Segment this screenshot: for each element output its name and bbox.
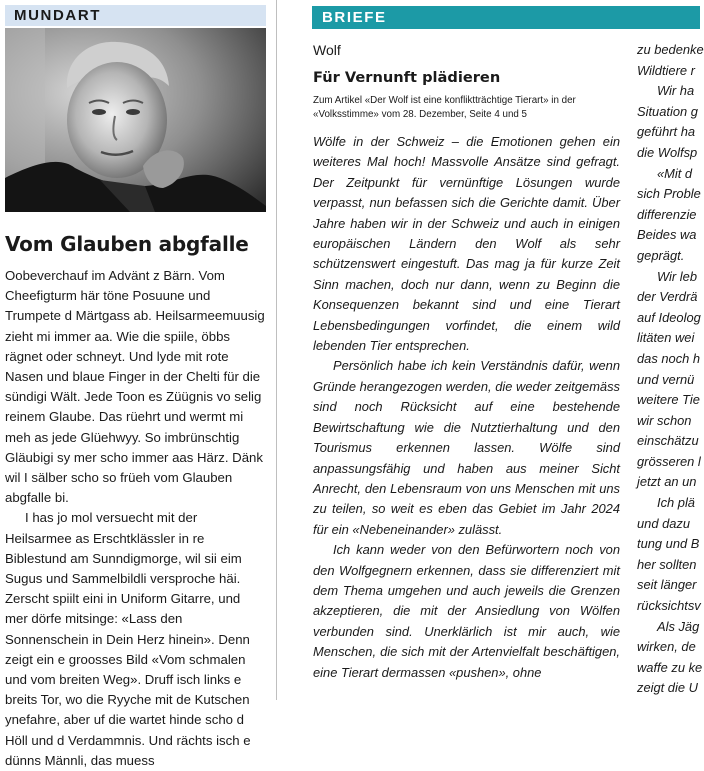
continuation-line: einschätzu [637,433,699,449]
letter-topic: Wolf [313,42,341,58]
continuation-line: die Wolfsp [637,144,698,160]
continuation-line: jetzt an un [637,474,697,490]
letter-headline: Für Vernunft plädieren [313,69,501,86]
letter-reference: Zum Artikel «Der Wolf ist eine konfliktträchtige Tierart» in der «Volksstimme» vom 28. Dezember, Seite 4 und 5 [313,95,576,120]
mundart-paragraph: I has jo mol versuecht mit der Heilsarmee as Erschtklässler in re Biblestund am Sunndigmorge, wil sii eim Sugus und Sammelbildli versproche häi. Zerscht spiilt eini in Uniform Gitarre, und mer dörfe mitsinge: «Lass den Sonnenschein in Dein Herz hinein». Denn zeigt ein e groosses Bild «Vom schmalen und vom breiten Weg». Druff isch links e breits Tor, wo die Ryyche mit de Kutschen ynefahre, aber uf die wartet hinde scho d Höll und d Verdammnis. Und rächts isch e dünns Männli, das muess [5,510,251,768]
continuation-line: geführt ha [637,124,696,140]
continuation-line: und dazu [637,515,691,531]
letter-paragraph: Ich kann weder von den Befürwortern noch von den Wolfgegnern erkennen, dass sie differenziert mit dem Thema umgehen und auch jeweils die Grenzen akzeptieren, die mit der Ansiedlung von Wölfen verbunden sind. Unerklärlich ist mir auch, wie Menschen, die sich mit der Artenvielfalt beschäftigen, eine Tierart dermassen «pushen», ohne [313,542,620,680]
continuation-line: wirken, de [637,639,696,655]
letter-paragraph: Wölfe in der Schweiz – die Emotionen gehen ein weiteres Mal hoch! Massvolle Ansätze sind gefragt. Der Zeitpunkt für vernünftige Lösungen wurde verpasst, nun befassen sich die Gerichte damit. Über Jahre haben wir in der Schweiz und auch in einigen europäischen Ländern den Wolf als sehr schützenswert eingestuft. Das mag ja für kurze Zeit Sinn machen, doch nur dann, wenn zu Beginn die Konsequenzen bekannt sind und eine Tierart Lebensbedingungen vorfindet, die einem wild lebenden Tier entsprechen. [313,134,620,354]
continuation-line: das noch h [637,350,701,366]
continuation-line: der Verdrä [637,289,698,305]
column-divider [276,0,277,700]
portrait-illustration [5,28,266,212]
letter-column [313,40,620,683]
letter-paragraph: Persönlich habe ich kein Verständnis dafür, wenn Gründe herangezogen werden, die weder zeitgemäss sind noch Rücksicht auf eine bestehende Bewirtschaftung wie die Nutztierhaltung und den Tourismus erkennen lassen. Wölfe sind anpassungsfähig und haben aus meiner Sicht Anrecht, den Lebensraum von uns Menschen mit uns zu teilen, so weit es eben das Gebiet im Jahr 2024 für ein «Nebeneinander» zulässt. [313,358,620,537]
continuation-line: seit länger [637,577,697,593]
continuation-line: wir schon [637,412,692,428]
briefe-section-header: BRIEFE [312,6,700,29]
continuation-line: Beides wa [637,227,697,243]
continuation-line: auf Ideolog [637,309,701,325]
author-portrait [5,28,266,212]
mundart-paragraph: Oobeverchauf im Advänt z Bärn. Vom Cheefigturm här töne Posuune und Trumpete d Märtgass ab. Heilsarmeemuusig zieht mi immer aa. Wie die spiile, öbbs rägnet oder schneyt. Und lyde mit rote Nasen und blaue Finger in der Chelti für die sündigi Wält. Jede Toon es Züügnis vo selig reinem Glaube. Das rüehrt und wermt mi meh as jede Glüehwyy. So imbrünschtig Gläubigi sy mer scho immer aas Härz. Dänk wil I sälber scho so früeh vom Glauben abgfalle bi. [5,268,265,506]
continuation-line: rücksichtsv [637,598,701,614]
continuation-line: Situation g [637,103,698,119]
mundart-column [5,5,266,768]
mundart-section-header: MUNDART [5,5,266,26]
continuation-line: und vernü [637,371,695,387]
mundart-title: Vom Glauben abgfalle [5,232,249,256]
continuation-line: waffe zu ke [637,659,703,675]
continuation-line: Ich plä [657,495,695,511]
continuation-line: weitere Tie [637,392,700,408]
continuation-line: Wir ha [657,83,695,99]
continuation-line: geprägt. [637,247,685,263]
continuation-line: zu bedenke [637,42,704,57]
continuation-line: zeigt die U [637,680,698,696]
continuation-line: grösseren l [637,453,701,469]
letter-body [313,132,620,683]
continuation-line: «Mit d [657,165,693,181]
continuation-line: litäten wei [637,330,695,346]
letter-continuation-column [637,40,704,700]
mundart-body [5,266,266,771]
continuation-line: Wildtiere r [637,62,695,78]
continuation-line: Wir leb [657,268,697,284]
continuation-line: sich Proble [637,186,701,202]
continuation-line: her sollten [637,556,697,572]
continuation-line: differenzie [637,206,697,222]
continuation-line: Als Jäg [657,618,700,634]
continuation-line: tung und B [637,536,700,552]
